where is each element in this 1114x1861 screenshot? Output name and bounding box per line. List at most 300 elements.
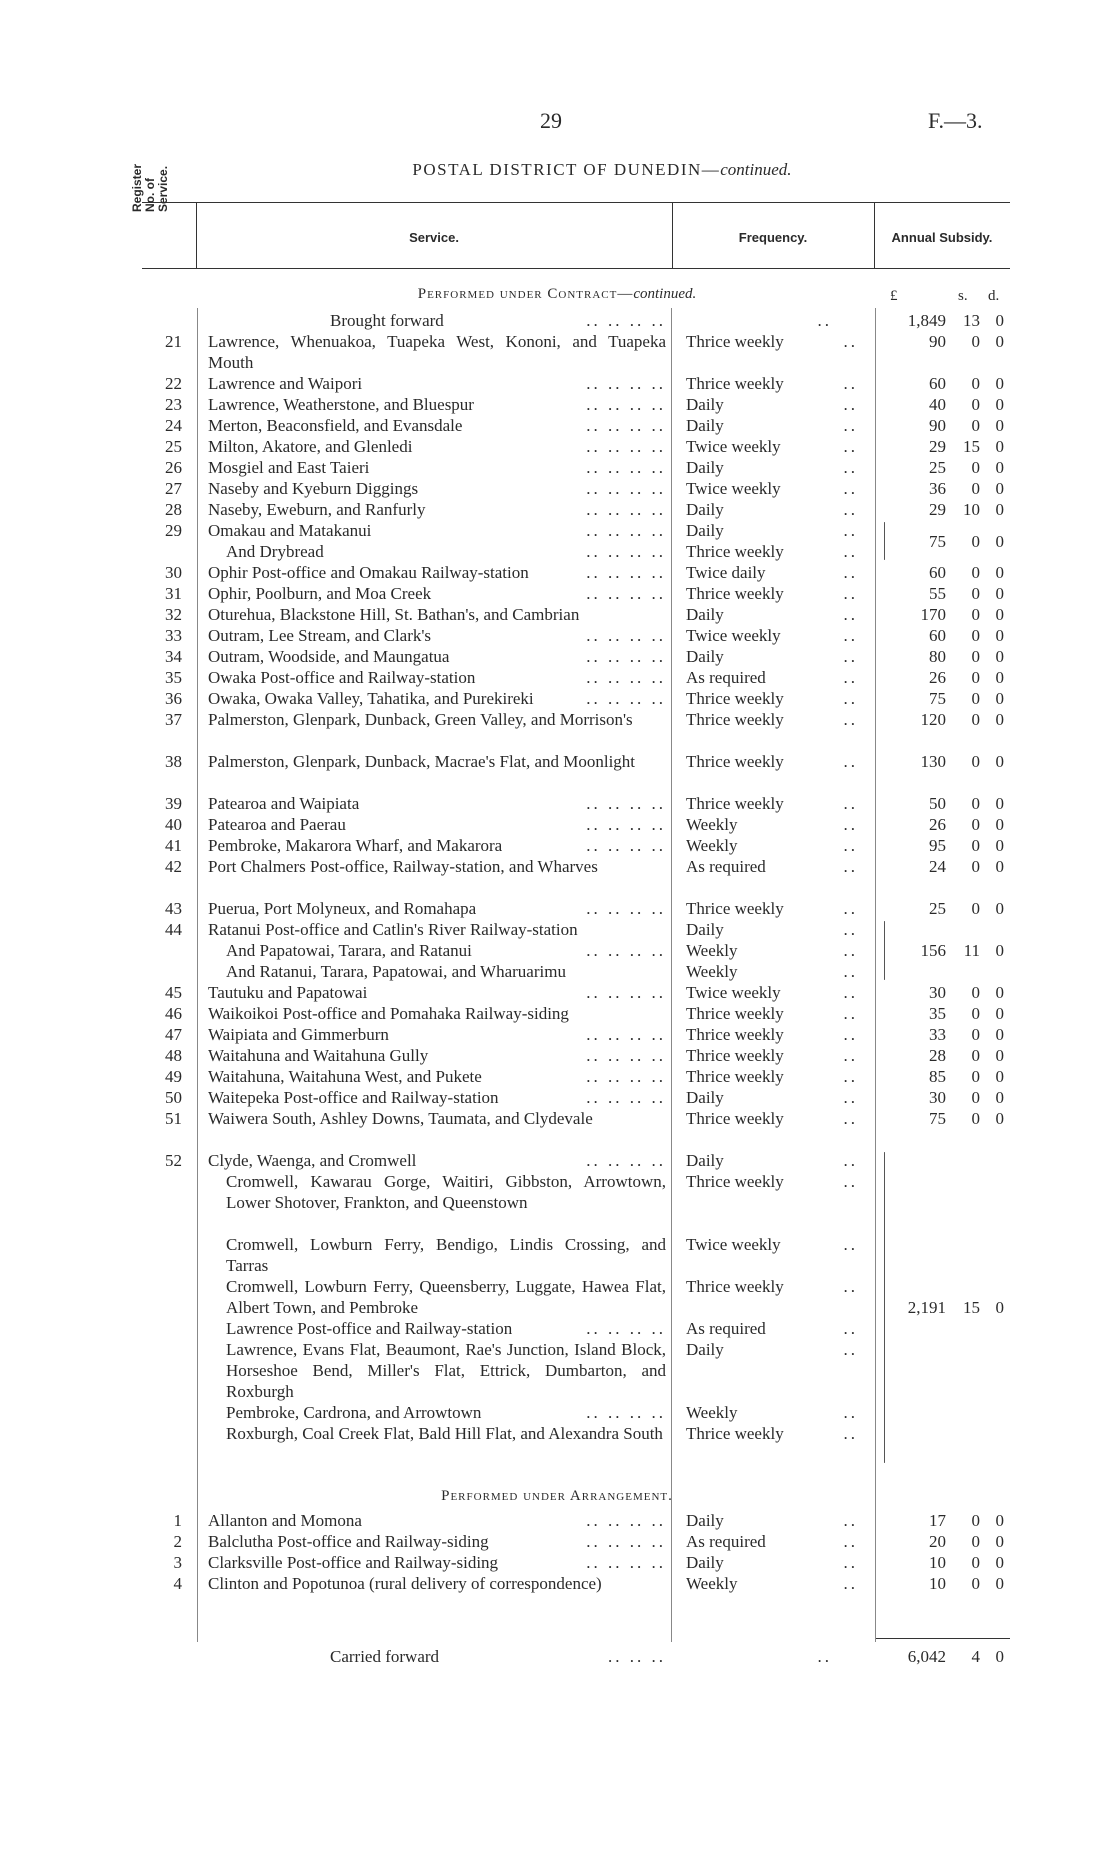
service-text: Owaka, Owaka Valley, Tahatika, and Purekireki	[208, 689, 534, 708]
service-description	[208, 499, 666, 520]
leader-dots: .. .. .. ..	[586, 689, 666, 708]
subsidy-shillings: 11	[963, 941, 980, 960]
frequency-text: Thrice weekly	[686, 752, 784, 771]
frequency-text: Daily	[686, 1088, 724, 1107]
subsidy-pence: 0	[995, 1067, 1004, 1086]
service-text: And Ratanui, Tarara, Papatowai, and Wharuarimu	[226, 962, 566, 981]
service-description	[208, 373, 666, 394]
frequency-text: Thrice weekly	[686, 710, 784, 729]
frequency-text: Weekly	[686, 962, 738, 981]
service-frequency	[686, 604, 872, 625]
leader-dots: .. .. .. ..	[586, 1553, 666, 1572]
leader-dots: .. .. .. ..	[586, 836, 666, 855]
subsidy-pounds: 156	[920, 941, 946, 960]
service-text: Waipiata and Gimmerburn	[208, 1025, 389, 1044]
service-description	[208, 604, 666, 625]
service-description	[208, 478, 666, 499]
leader-dots: .. .. .. ..	[586, 479, 666, 498]
leader-dots: ..	[843, 542, 858, 561]
service-text: Outram, Woodside, and Maungatua	[208, 647, 450, 666]
service-text: Mosgiel and East Taieri	[208, 458, 370, 477]
service-description	[208, 1087, 666, 1108]
service-text: Ophir, Poolburn, and Moa Creek	[208, 584, 432, 603]
service-description	[208, 520, 666, 541]
subsidy-shillings: 0	[971, 1025, 980, 1044]
service-frequency	[686, 1276, 872, 1297]
frequency-text: Daily	[686, 1340, 724, 1359]
service-text: Clyde, Waenga, and Cromwell	[208, 1151, 417, 1170]
frequency-text: Twice weekly	[686, 437, 781, 456]
service-text: Waitahuna, Waitahuna West, and Pukete	[208, 1067, 482, 1086]
service-text: Waitahuna and Waitahuna Gully	[208, 1046, 429, 1065]
document-reference: F.—3.	[928, 108, 983, 133]
subsidy-pounds: 40	[929, 395, 946, 414]
leader-dots: ..	[843, 500, 858, 519]
frequency-text: Thrice weekly	[686, 1277, 784, 1296]
frequency-text: Daily	[686, 395, 724, 414]
subsidy-pence: 0	[995, 710, 1004, 729]
leader-dots: .. .. .. ..	[586, 941, 666, 960]
contract-number: 25	[165, 437, 182, 456]
leader-dots: ..	[843, 836, 858, 855]
service-description	[226, 1423, 666, 1444]
frequency-text: Thrice weekly	[686, 1424, 784, 1443]
service-description	[208, 919, 666, 940]
service-frequency	[686, 1339, 872, 1360]
service-description	[226, 1318, 666, 1339]
subsidy-pence: 0	[995, 836, 1004, 855]
service-text: Palmerston, Glenpark, Dunback, Macrae's Flat, and Moonlight	[208, 752, 636, 771]
column-header-register: Register No. of Service.	[130, 163, 170, 212]
service-text: Owaka Post-office and Railway-station	[208, 668, 476, 687]
service-text: Tautuku and Papatowai	[208, 983, 368, 1002]
column-header-frequency: Frequency.	[738, 230, 808, 245]
service-frequency	[686, 688, 872, 709]
service-description	[208, 1066, 666, 1087]
frequency-text: Thrice weekly	[686, 1109, 784, 1128]
service-text: Balclutha Post-office and Railway-siding	[208, 1532, 489, 1551]
contract-number: 33	[165, 626, 182, 645]
leader-dots: ..	[843, 1532, 858, 1551]
frequency-text: Twice weekly	[686, 983, 781, 1002]
subsidy-pence: 0	[995, 416, 1004, 435]
subsidy-pounds: 90	[929, 332, 946, 351]
leader-dots: ..	[843, 815, 858, 834]
subsidy-pounds: 2,191	[907, 1298, 946, 1317]
leader-dots: .. .. .. ..	[586, 1403, 666, 1422]
subsidy-shillings: 0	[971, 1067, 980, 1086]
service-frequency	[686, 499, 872, 520]
contract-number: 36	[165, 689, 182, 708]
service-description	[226, 1402, 666, 1423]
subsidy-shillings: 0	[971, 668, 980, 687]
leader-dots: ..	[843, 479, 858, 498]
service-description	[208, 1150, 666, 1171]
subsidy-pence: 0	[995, 1553, 1004, 1572]
service-description	[208, 457, 666, 478]
leader-dots: ..	[843, 563, 858, 582]
frequency-text: Thrice weekly	[686, 584, 784, 603]
leader-dots: .. .. .. ..	[586, 395, 666, 414]
leader-dots: .. .. .. ..	[586, 1067, 666, 1086]
service-description	[226, 1276, 666, 1318]
contract-number: 40	[165, 815, 182, 834]
subsidy-shillings: 0	[971, 332, 980, 351]
leader-dots: .. .. .. ..	[586, 542, 666, 561]
service-text: Lawrence, Whenuakoa, Tuapeka West, Kononi, and Tuapeka Mouth	[208, 332, 666, 372]
service-description	[208, 1552, 666, 1573]
subsidy-shillings: 0	[971, 1004, 980, 1023]
service-text: Naseby and Kyeburn Diggings	[208, 479, 419, 498]
subsidy-shillings: 0	[971, 1109, 980, 1128]
leader-dots: ..	[843, 941, 858, 960]
service-text: Patearoa and Waipiata	[208, 794, 360, 813]
service-text: Clinton and Popotunoa (rural delivery of correspondence)	[208, 1574, 602, 1593]
frequency-text: Thrice weekly	[686, 1172, 784, 1191]
contract-number: 35	[165, 668, 182, 687]
frequency-text: Thrice weekly	[686, 1025, 784, 1044]
service-description	[208, 331, 666, 373]
leader-dots: .. .. .. ..	[586, 794, 666, 813]
service-text: Merton, Beaconsfield, and Evansdale	[208, 416, 463, 435]
service-frequency	[686, 835, 872, 856]
service-frequency	[686, 541, 872, 562]
grouping-brace	[884, 1152, 885, 1463]
frequency-text: As required	[686, 1532, 766, 1551]
subsidy-pounds: 60	[929, 563, 946, 582]
subsidy-shillings: 0	[971, 479, 980, 498]
service-frequency	[686, 394, 872, 415]
service-text: Port Chalmers Post-office, Railway-station, and Wharves	[208, 857, 598, 876]
subsidy-pounds: 25	[929, 458, 946, 477]
service-description	[208, 856, 666, 877]
contract-number: 37	[165, 710, 182, 729]
leader-dots: .. .. .. ..	[586, 1151, 666, 1170]
service-frequency	[686, 1150, 872, 1171]
contract-number: 42	[165, 857, 182, 876]
subsidy-shillings: 0	[971, 605, 980, 624]
service-frequency	[686, 1234, 872, 1255]
service-description	[208, 415, 666, 436]
brought-forward-shillings: 13	[963, 311, 980, 330]
leader-dots: .. .. .. ..	[586, 500, 666, 519]
subsidy-pence: 0	[995, 647, 1004, 666]
column-header-service: Service.	[409, 230, 459, 245]
subsidy-pence: 0	[995, 1109, 1004, 1128]
service-text: Allanton and Momona	[208, 1511, 362, 1530]
leader-dots: ..	[843, 1088, 858, 1107]
contract-number: 31	[165, 584, 182, 603]
subsidy-pence: 0	[995, 941, 1004, 960]
subsidy-pence: 0	[995, 1298, 1004, 1317]
subsidy-pounds: 25	[929, 899, 946, 918]
leader-dots: ..	[843, 521, 858, 540]
subsidy-pounds: 30	[929, 1088, 946, 1107]
subsidy-pounds: 10	[929, 1553, 946, 1572]
column-rule	[197, 308, 198, 1642]
service-text: Lawrence Post-office and Railway-station	[226, 1319, 513, 1338]
service-text: Waikoikoi Post-office and Pomahaka Railway-siding	[208, 1004, 569, 1023]
leader-dots: ..	[843, 1340, 858, 1359]
contract-number: 49	[165, 1067, 182, 1086]
frequency-text: Daily	[686, 647, 724, 666]
service-text: Omakau and Matakanui	[208, 521, 372, 540]
subsidy-pounds: 35	[929, 1004, 946, 1023]
leader-dots: .. .. .. ..	[586, 437, 666, 456]
service-frequency	[686, 1552, 872, 1573]
page-title: POSTAL DISTRICT OF DUNEDIN—continued.	[412, 160, 792, 179]
subsidy-pence: 0	[995, 1088, 1004, 1107]
leader-dots: .. .. .. ..	[586, 1088, 666, 1107]
subsidy-pounds: 29	[929, 437, 946, 456]
leader-dots: .. .. .. ..	[586, 983, 666, 1002]
leader-dots: .. .. .. ..	[586, 458, 666, 477]
subsidy-pence: 0	[995, 532, 1004, 551]
service-frequency	[686, 1423, 872, 1444]
subsidy-pence: 0	[995, 605, 1004, 624]
service-description	[226, 1171, 666, 1213]
service-description	[208, 1045, 666, 1066]
service-description	[208, 646, 666, 667]
contract-number: 38	[165, 752, 182, 771]
subsidy-pounds: 80	[929, 647, 946, 666]
service-description	[208, 667, 666, 688]
frequency-text: Weekly	[686, 1574, 738, 1593]
service-description	[226, 961, 666, 982]
contract-number: 43	[165, 899, 182, 918]
subsidy-pounds: 30	[929, 983, 946, 1002]
contract-number: 44	[165, 920, 182, 939]
service-description	[208, 1510, 666, 1531]
service-text: Patearoa and Paerau	[208, 815, 346, 834]
subsidy-shillings: 0	[971, 626, 980, 645]
currency-shillings-label: s.	[958, 288, 968, 304]
leader-dots: .. .. .. ..	[586, 1511, 666, 1530]
service-frequency	[686, 940, 872, 961]
leader-dots: ..	[843, 1277, 858, 1296]
contract-number: 29	[165, 521, 182, 540]
subsidy-shillings: 0	[971, 1046, 980, 1065]
leader-dots: .. .. .. ..	[586, 1025, 666, 1044]
subsidy-pounds: 24	[929, 857, 946, 876]
frequency-text: As required	[686, 1319, 766, 1338]
leader-dots: ..	[843, 752, 858, 771]
subsidy-shillings: 0	[971, 1574, 980, 1593]
service-description	[208, 1108, 666, 1129]
service-text: Naseby, Eweburn, and Ranfurly	[208, 500, 426, 519]
service-description	[226, 1234, 666, 1276]
leader-dots: ..	[843, 1319, 858, 1338]
service-text: Pembroke, Cardrona, and Arrowtown	[226, 1403, 482, 1422]
grouping-brace	[884, 522, 885, 560]
leader-dots: ..	[843, 1172, 858, 1191]
contract-number: 41	[165, 836, 182, 855]
brought-forward-label: Brought forward	[330, 311, 444, 330]
service-description	[208, 751, 666, 772]
subsidy-shillings: 0	[971, 710, 980, 729]
leader-dots: ..	[843, 374, 858, 393]
subsidy-shillings: 0	[971, 1532, 980, 1551]
frequency-text: Daily	[686, 1511, 724, 1530]
subsidy-shillings: 0	[971, 374, 980, 393]
brought-forward-pounds: 1,849	[907, 311, 946, 330]
service-description	[208, 814, 666, 835]
carried-forward-label: Carried forward	[330, 1647, 440, 1666]
subsidy-pence: 0	[995, 395, 1004, 414]
subsidy-pounds: 120	[920, 710, 946, 729]
service-description	[208, 709, 666, 730]
leader-dots: ..	[843, 1574, 858, 1593]
total-rule	[876, 1638, 1010, 1639]
leader-dots: ..	[843, 395, 858, 414]
subsidy-pounds: 95	[929, 836, 946, 855]
frequency-text: Thrice weekly	[686, 794, 784, 813]
service-text: Cromwell, Lowburn Ferry, Bendigo, Lindis Crossing, and Tarras	[226, 1235, 666, 1275]
service-frequency	[686, 1402, 872, 1423]
subsidy-pounds: 26	[929, 668, 946, 687]
service-frequency	[686, 583, 872, 604]
subsidy-pence: 0	[995, 563, 1004, 582]
subsidy-pence: 0	[995, 458, 1004, 477]
contract-number: 26	[165, 458, 182, 477]
subsidy-pence: 0	[995, 332, 1004, 351]
frequency-text: Weekly	[686, 941, 738, 960]
subsidy-shillings: 10	[963, 500, 980, 519]
subsidy-shillings: 0	[971, 532, 980, 551]
service-description	[226, 940, 666, 961]
leader-dots: ..	[843, 626, 858, 645]
contract-number: 21	[165, 332, 182, 351]
frequency-text: Thrice weekly	[686, 1046, 784, 1065]
service-text: Lawrence and Waipori	[208, 374, 363, 393]
service-frequency	[686, 898, 872, 919]
subsidy-pounds: 36	[929, 479, 946, 498]
grouping-brace	[884, 921, 885, 980]
frequency-text: Thrice weekly	[686, 332, 784, 351]
service-description	[208, 898, 666, 919]
frequency-text: Daily	[686, 1151, 724, 1170]
leader-dots: ..	[843, 437, 858, 456]
service-text: Roxburgh, Coal Creek Flat, Bald Hill Flat, and Alexandra South	[226, 1424, 663, 1443]
column-rule	[671, 308, 672, 1642]
leader-dots: .. .. .. ..	[586, 374, 666, 393]
frequency-text: Daily	[686, 1553, 724, 1572]
service-frequency	[686, 793, 872, 814]
subsidy-pence: 0	[995, 752, 1004, 771]
leader-dots: ..	[843, 1151, 858, 1170]
service-text: Oturehua, Blackstone Hill, St. Bathan's, and Cambrian	[208, 605, 580, 624]
subsidy-shillings: 0	[971, 395, 980, 414]
subsidy-shillings: 0	[971, 752, 980, 771]
leader-dots: .. .. .. ..	[586, 668, 666, 687]
document-page: 29 F.—3. POSTAL DISTRICT OF DUNEDIN—continued. Register No. of Service. Service. Frequency. Annual Subsidy. Performed under Contract—continued. £ s. d. Brought forward .. .. .. .. .. 1,849 13 0 21 Lawrence, Whenuakoa, Tuapeka West, Kononi, and Tuapeka Mouth Thrice weekly .. 90 0 0 22 Lawrence and Waipori .. .. .. .. Thrice weekly .. 60 0 0 23 Lawrence, Weatherstone, and Bluespur .. .. .. .. Daily .. 40 0 0 24 Merton, Beaconsfield, and Evansdale .. .. .. .. Daily .. 90 0 0 25 Milton, Akatore, and Glenledi .. .. .. .. Twice weekly .. 29 15 0 26 Mosgiel and East Taieri .. .. .. .. Daily .. 25 0 0 27 Naseby and Kyeburn Diggings .. .. .. .. Twice weekly .. 36 0 0 28 Naseby, Eweburn, and Ranfurly .. .. .. .. Daily .. 29 10 0 29 Omakau and Matakanui .. .. .. .. Daily .. And Drybread .. .. .. .. Thrice weekly .. 75 0 0 30 Ophir Post-office and Omakau Railway-station .. .. .. .. Twice daily .. 60 0 0 31 Ophir, Poolburn, and Moa Creek .. .. .. .. Thrice weekly .. 55 0 0 32 Oturehua, Blackstone Hill, St. Bathan's, and Cambrian Daily .. 170 0 0 33 Outram, Lee Stream, and Clark's .. .. .. .. Twice weekly .. 60 0 0 34 Outram, Woodside, and Maungatua .. .. .. .. Daily .. 80 0 0 35 Owaka Post-office and Railway-station .. .. .. .. As required .. 26 0 0 36 Owaka, Owaka Valley, Tahatika, and Purekireki .. .. .. .. Thrice weekly .. 75 0 0 37 Palmerston, Glenpark, Dunback, Green Valley, and Morrison's Thrice weekly .. 120 0 0 38 Palmerston, Glenpark, Dunback, Macrae's Flat, and Moonlight Thrice weekly .. 130 0 0 39 Patearoa and Waipiata .. .. .. .. Thrice weekly .. 50 0 0 40 Patearoa and Paerau .. .. .. .. Weekly .. 26 0 0 41 Pembroke, Makarora Wharf, and Makarora .. .. .. .. Weekly .. 95 0 0 42 Port Chalmers Post-office, Railway-station, and Wharves As required .. 24 0 0 43 Puerua, Port Molyneux, and Romahapa .. .. .. .. Thrice weekly .. 25 0 0 44 Ratanui Post-office and Catlin's River Railway-station Daily .. And Papatowai, Tarara, and Ratanui .. .. .. .. Weekly .. And Ratanui, Tarara, Papatowai, and Wharuarimu Weekly .. 156 11 0 45 Tautuku and Papatowai .. .. .. .. Twice weekly .. 30 0 0 46 Waikoikoi Post-office and Pomahaka Railway-siding Thrice weekly .. 35 0 0 47 Waipiata and Gimmerburn .. .. .. .. Thrice weekly .. 33 0 0 48 Waitahuna and Waitahuna Gully .. .. .. .. Thrice weekly .. 28 0 0 49 Waitahuna, Waitahuna West, and Pukete .. .. .. .. Thrice weekly .. 85 0 0 50 Waitepeka Post-office and Railway-station .. .. .. .. Daily .. 30 0 0 51 Waiwera South, Ashley Downs, Taumata, and Clydevale Thrice weekly .. 75 0 0 52 Clyde, Waenga, and Cromwell .. .. .. .. Daily .. Cromwell, Kawarau Gorge, Waitiri, Gibbston, Arrowtown, Lower Shotover, Frankton, and Queenstown Thrice weekly .. Cromwell, Lowburn Ferry, Bendigo, Lindis Crossing, and Tarras Twice weekly .. Cromwell, Lowburn Ferry, Queensberry, Luggate, Hawea Flat, Albert Town, and Pembroke Thrice weekly .. Lawrence Post-office and Railway-station .. .. .. .. As required .. Lawrence, Evans Flat, Beaumont, Rae's Junction, Island Block, Horseshoe Bend, Miller's Flat, Ettrick, Dumbarton, and Roxburgh Daily .. Pembroke, Cardrona, and Arrowtown .. .. .. .. Weekly .. Roxburgh, Coal Creek Flat, Bald Hill Flat, and Alexandra South Thrice weekly .. 2,191 15 0 1 Allanton and Momona .. .. .. .. Daily .. 17 0 0 2 Balclutha Post-office and Railway-siding .. .. .. .. As required .. 20 0 0 3 Clarksville Post-office and Railway-siding .. .. .. .. Daily .. 10 0 0 4 Clinton and Popotunoa (rural delivery of correspondence) Weekly .. 10 0 0 Performed under Arrangement. Carried forward .. .. .. .. 6,042 4 0	[0, 0, 1114, 1861]
leader-dots: ..	[843, 710, 858, 729]
subsidy-pounds: 55	[929, 584, 946, 603]
service-text: Ophir Post-office and Omakau Railway-station	[208, 563, 529, 582]
leader-dots: ..	[843, 1424, 858, 1443]
subsidy-shillings: 0	[971, 1553, 980, 1572]
section-heading-arrangement: Performed under Arrangement.	[441, 1488, 673, 1504]
leader-dots: ..	[843, 1403, 858, 1422]
arrangement-number: 2	[173, 1532, 182, 1551]
subsidy-pounds: 26	[929, 815, 946, 834]
frequency-text: Daily	[686, 458, 724, 477]
contract-number: 39	[165, 794, 182, 813]
frequency-text: Twice weekly	[686, 479, 781, 498]
service-text: Lawrence, Weatherstone, and Bluespur	[208, 395, 474, 414]
frequency-text: Twice daily	[686, 563, 766, 582]
leader-dots: ..	[843, 668, 858, 687]
frequency-text: Daily	[686, 605, 724, 624]
header-bottom-rule	[142, 268, 1010, 269]
service-text: And Papatowai, Tarara, and Ratanui	[226, 941, 472, 960]
leader-dots: ..	[843, 1046, 858, 1065]
service-description	[208, 1003, 666, 1024]
subsidy-shillings: 0	[971, 1088, 980, 1107]
subsidy-pence: 0	[995, 1025, 1004, 1044]
contract-number: 32	[165, 605, 182, 624]
subsidy-pence: 0	[995, 794, 1004, 813]
subsidy-pounds: 28	[929, 1046, 946, 1065]
service-text: Waitepeka Post-office and Railway-station	[208, 1088, 499, 1107]
subsidy-pence: 0	[995, 584, 1004, 603]
service-frequency	[686, 982, 872, 1003]
frequency-text: Daily	[686, 521, 724, 540]
leader-dots: ..	[843, 689, 858, 708]
service-frequency	[686, 814, 872, 835]
subsidy-pounds: 130	[920, 752, 946, 771]
subsidy-shillings: 15	[963, 437, 980, 456]
leader-dots: .. .. .. ..	[586, 815, 666, 834]
subsidy-pence: 0	[995, 626, 1004, 645]
subsidy-shillings: 0	[971, 458, 980, 477]
subsidy-pounds: 50	[929, 794, 946, 813]
service-frequency	[686, 667, 872, 688]
frequency-text: Weekly	[686, 815, 738, 834]
service-text: Outram, Lee Stream, and Clark's	[208, 626, 432, 645]
leader-dots: .. .. .. ..	[586, 1532, 666, 1551]
service-text: And Drybread	[226, 542, 324, 561]
leader-dots: ..	[843, 416, 858, 435]
frequency-text: Twice weekly	[686, 626, 781, 645]
service-frequency	[686, 856, 872, 877]
service-description	[208, 583, 666, 604]
subsidy-pounds: 75	[929, 532, 946, 551]
service-text: Cromwell, Lowburn Ferry, Queensberry, Luggate, Hawea Flat, Albert Town, and Pembroke	[226, 1277, 666, 1317]
subsidy-pounds: 90	[929, 416, 946, 435]
frequency-text: Daily	[686, 416, 724, 435]
currency-pence-label: d.	[988, 288, 1000, 304]
service-text: Ratanui Post-office and Catlin's River Railway-station	[208, 920, 578, 939]
service-frequency	[686, 646, 872, 667]
service-frequency	[686, 1108, 872, 1129]
service-frequency	[686, 1003, 872, 1024]
frequency-text: Daily	[686, 920, 724, 939]
subsidy-pence: 0	[995, 1511, 1004, 1530]
contract-number: 51	[165, 1109, 182, 1128]
subsidy-pence: 0	[995, 899, 1004, 918]
subsidy-shillings: 0	[971, 899, 980, 918]
subsidy-shillings: 0	[971, 563, 980, 582]
column-header-subsidy: Annual Subsidy.	[891, 230, 993, 245]
subsidy-shillings: 0	[971, 416, 980, 435]
service-frequency	[686, 709, 872, 730]
service-frequency	[686, 1045, 872, 1066]
service-text: Pembroke, Makarora Wharf, and Makarora	[208, 836, 503, 855]
contract-number: 50	[165, 1088, 182, 1107]
service-text: Clarksville Post-office and Railway-siding	[208, 1553, 499, 1572]
service-frequency	[686, 331, 872, 352]
